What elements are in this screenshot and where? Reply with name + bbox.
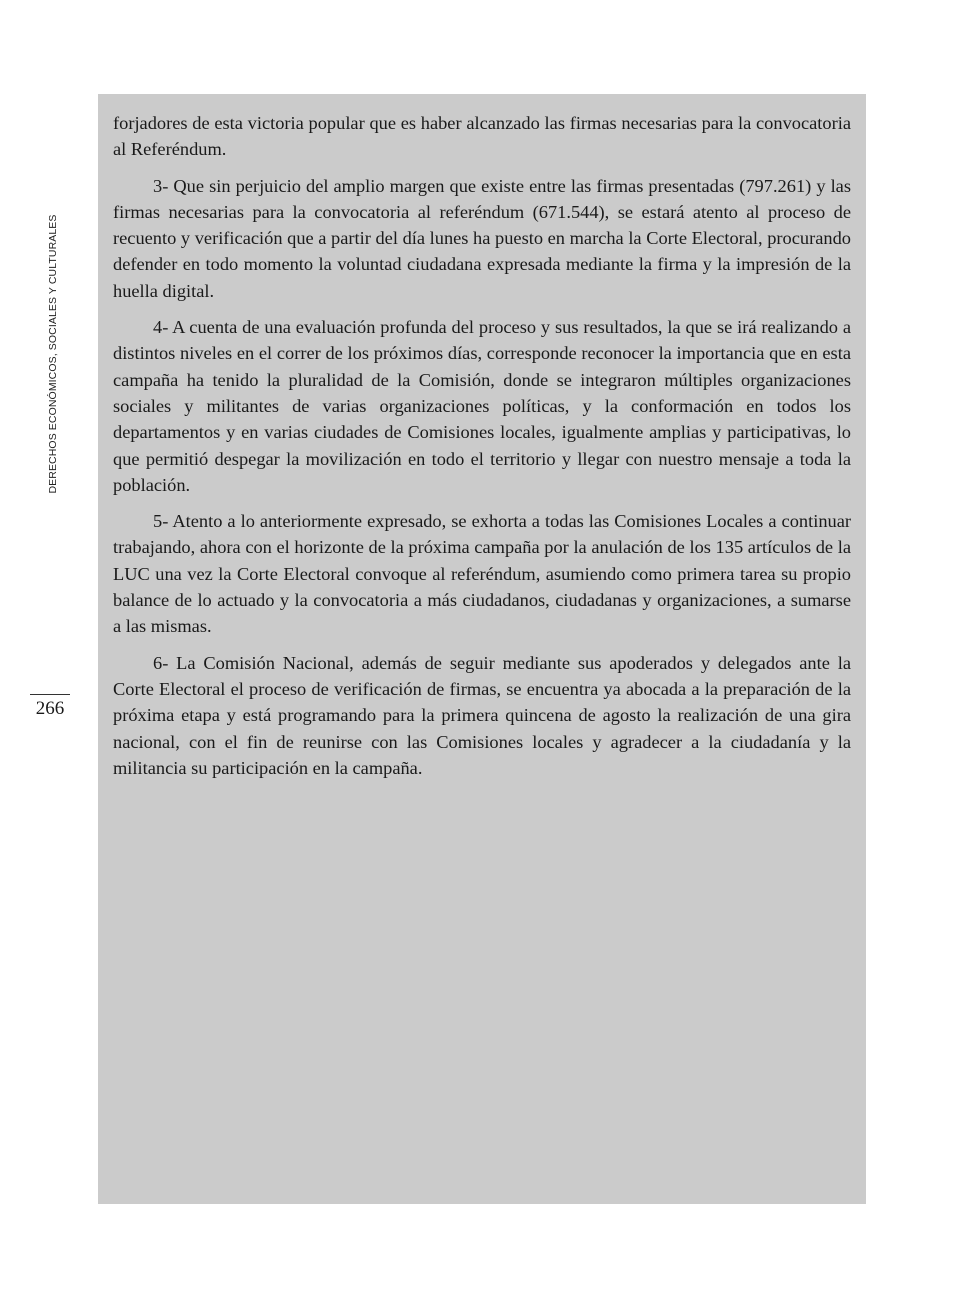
paragraph-point-6: 6- La Comisión Nacional, además de seguir mediante sus apoderados y delegados ante la Corte Electoral el proceso de verificación de firmas, se encuentra ya abocada a la preparación de la próxima etapa y está programando para la primera quincena de agosto la realización de una gira nacional, con el fin de reunirse con las Comisiones locales y agradecer a la ciudadanía y la militancia su participación en la campaña. [113,652,851,778]
paragraph-point-4: 4- A cuenta de una evaluación profunda del proceso y sus resultados, la que se irá realizando a distintos niveles en el correr de los próximos días, corresponde reconocer la importancia que en esta campaña ha tenido la pluralidad de la Comisión, donde se integraron múltiples organizaciones sociales y militantes de varias organizaciones políticas, y la conformación en todos los departamentos y en varias ciudades de Comisiones locales, igualmente amplias y participativas, lo que permitió despegar la movilización en todo el territorio y llegar con nuestro mensaje a toda la población. [113,317,851,495]
text-panel [98,94,866,1204]
paragraph-point-3: 3- Que sin perjuicio del amplio margen que existe entre las firmas presentadas (797.261) y las firmas necesarias para la convocatoria al referéndum (671.544), se estará atento al proceso de recuento y verificación que a partir del día lunes ha puesto en marcha la Corte Electoral, procurando defender en todo momento la voluntad ciudadana expresada mediante la firma y la impresión de la huella digital. [113,175,851,301]
page-number: 266 [30,694,70,720]
paragraph-continuation: forjadores de esta victoria popular que es haber alcanzado las firmas necesarias para la convocatoria al Referéndum. [113,113,851,160]
paragraph-point-5: 5- Atento a lo anteriormente expresado, se exhorta a todas las Comisiones Locales a continuar trabajando, ahora con el horizonte de la próxima campaña por la anulación de los 135 artículos de la LUC una vez la Corte Electoral convoque al referéndum, asumiendo como primera tarea su propio balance de lo actuado y la convocatoria a más ciudadanos, ciudadanas y organizaciones, a sumarse a las mismas. [113,511,851,637]
running-head: DERECHOS ECONÓMICOS, SOCIALES Y CULTURALES [47,214,59,494]
